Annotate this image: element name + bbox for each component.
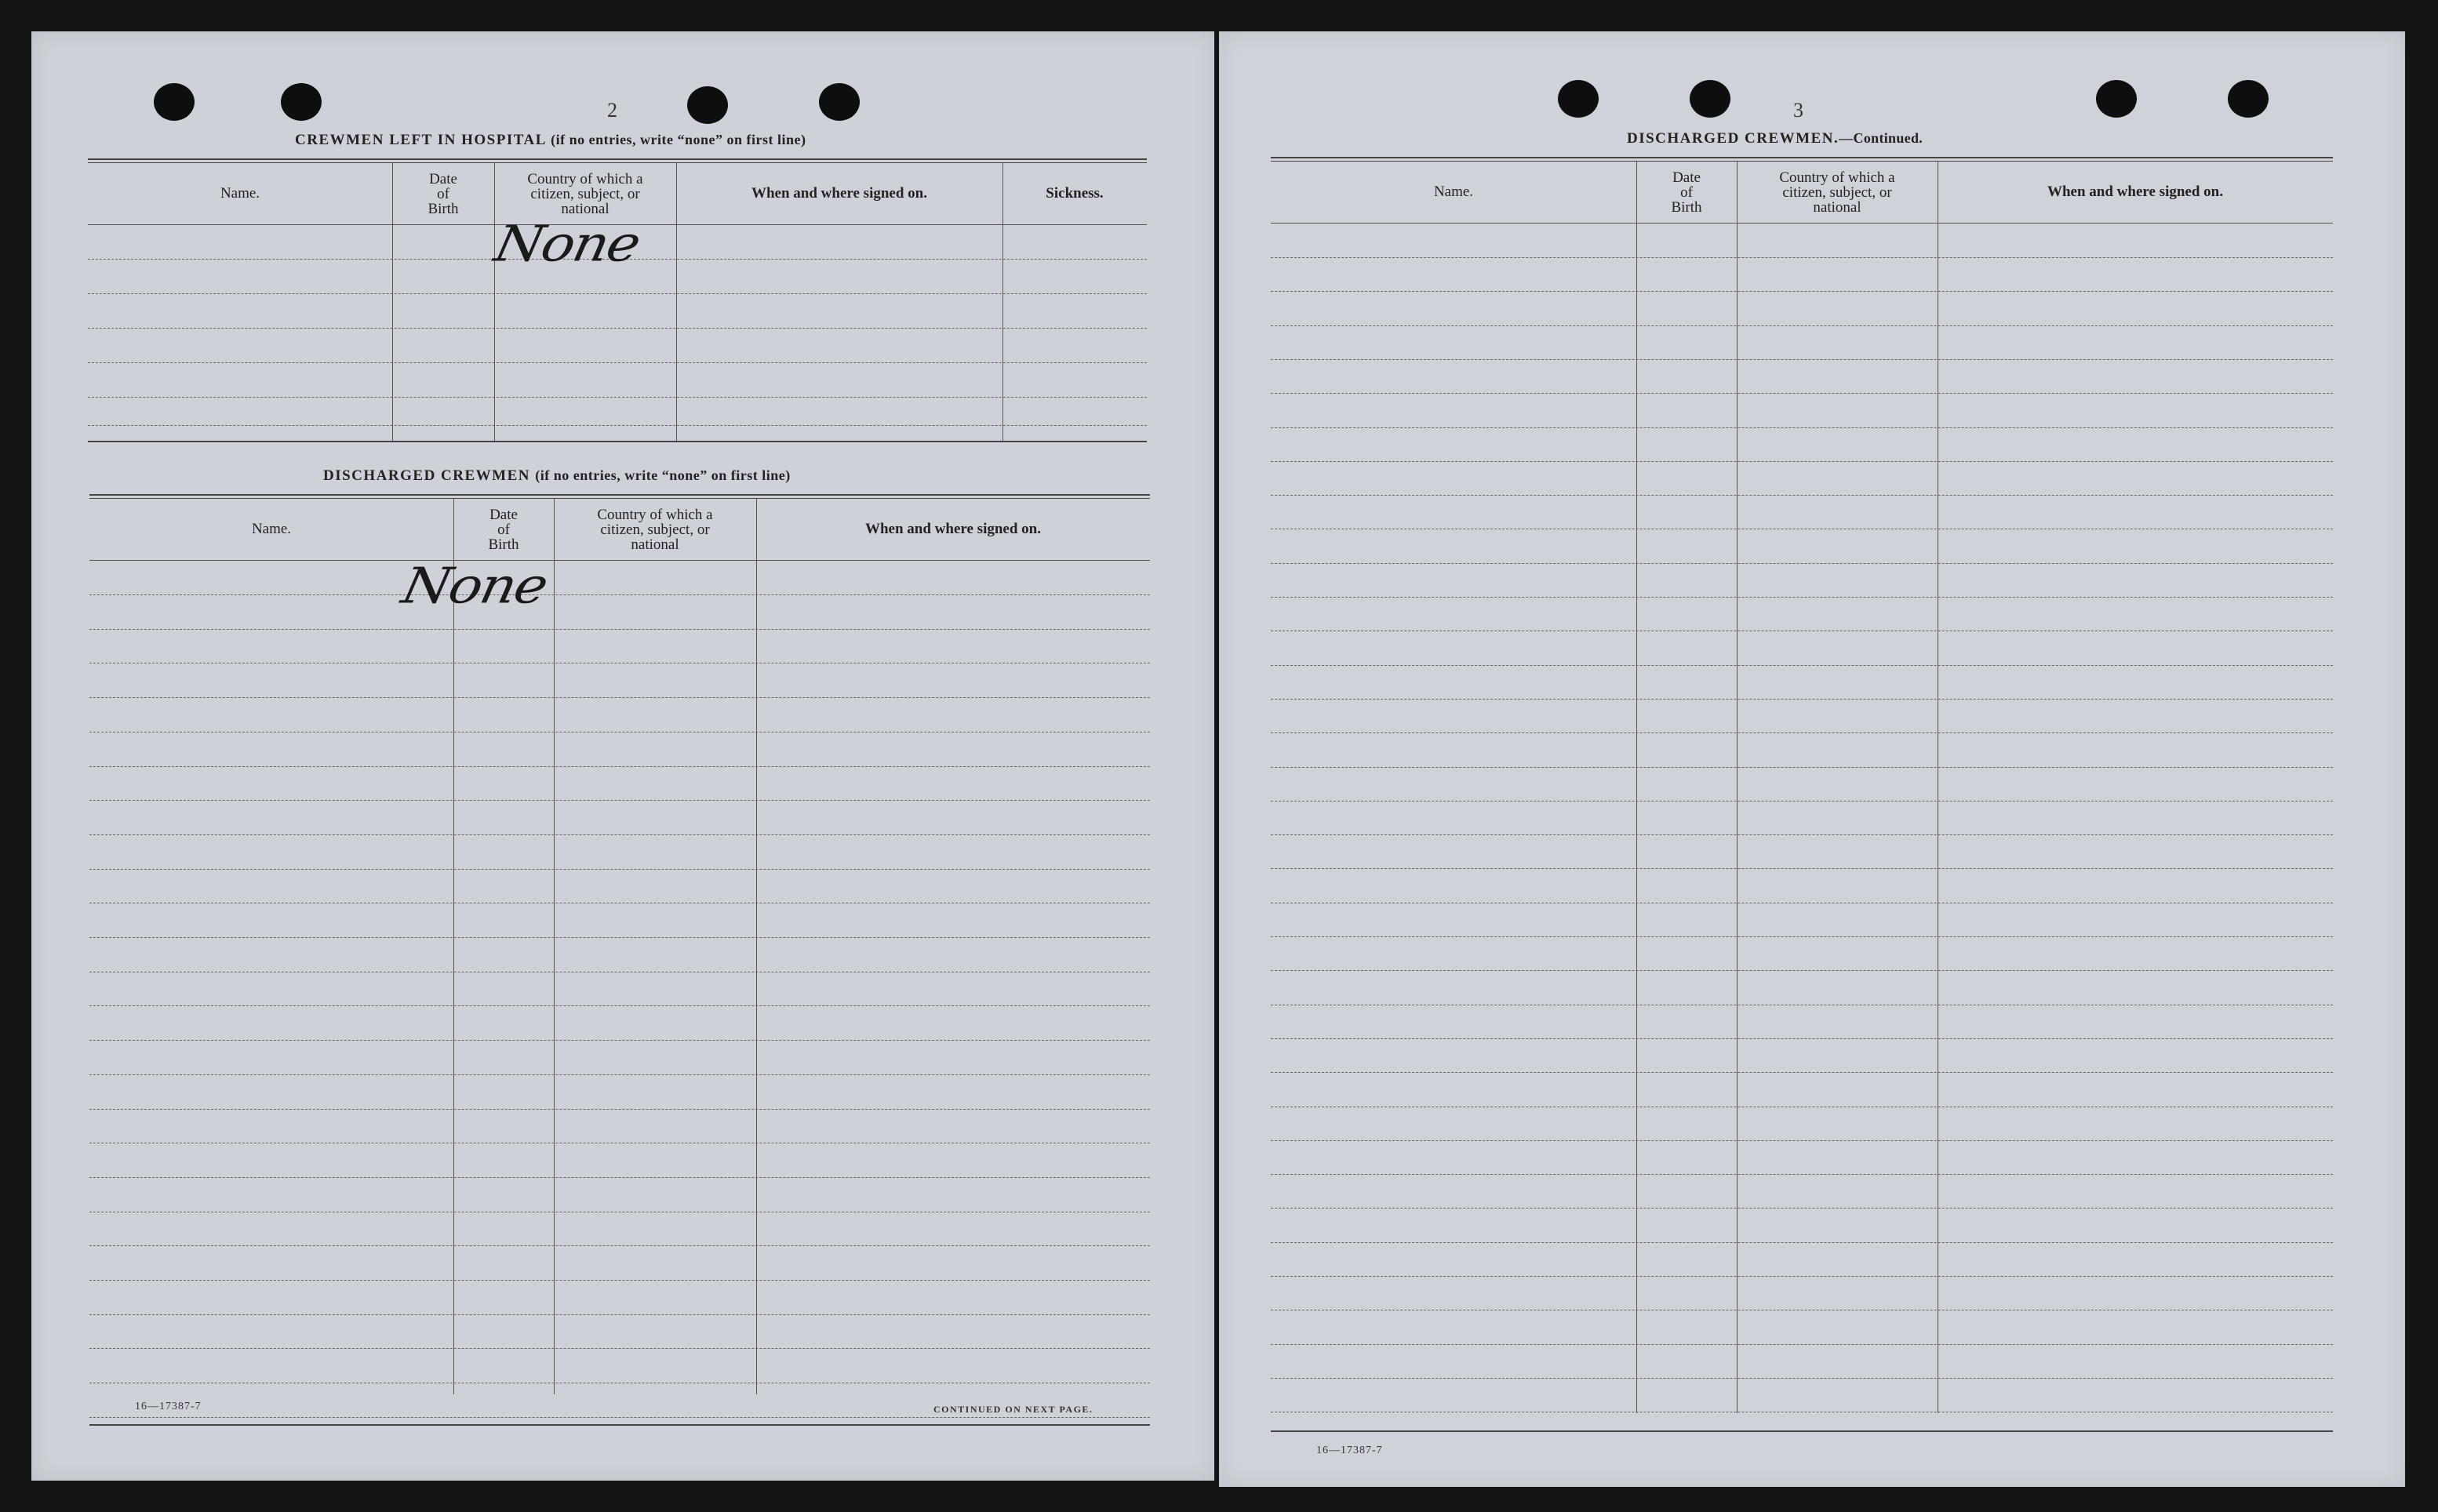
punch-hole (1690, 80, 1730, 118)
header-divider (1271, 223, 2333, 224)
entry-line (89, 629, 1150, 630)
country-line: citizen, subject, or (530, 185, 640, 202)
dob-line: of (497, 521, 510, 538)
entry-line (1271, 970, 2333, 971)
column-header-name: Name. (220, 185, 260, 202)
discharged-table (89, 494, 1150, 1435)
column-header-signed: When and where signed on. (751, 185, 927, 202)
column-header-country (554, 499, 756, 560)
entry-line (88, 328, 1147, 329)
page-number: 2 (607, 99, 617, 122)
entry-line (1271, 325, 2333, 326)
entry-line (89, 594, 1150, 595)
entry-line (1271, 495, 2333, 496)
right-page (1219, 31, 2405, 1487)
handwritten-entry: None (397, 557, 552, 615)
entry-line (1271, 767, 2333, 768)
entry-line (1271, 461, 2333, 462)
punch-hole (154, 83, 195, 121)
country-line: Country of which a (527, 170, 643, 187)
page-number: 3 (1793, 99, 1803, 122)
country-line: citizen, subject, or (600, 521, 710, 538)
entry-line (88, 293, 1147, 294)
column-header-signed: When and where signed on. (864, 521, 1041, 537)
column-header-dob (392, 163, 494, 224)
entry-line (1271, 359, 2333, 360)
punch-hole (819, 83, 860, 121)
entry-line (1271, 665, 2333, 666)
column-header-name: Name. (1433, 184, 1474, 200)
entry-line (1271, 1174, 2333, 1175)
punch-hole (2096, 80, 2137, 118)
table-bottom-rule (1271, 1430, 2333, 1432)
dob-line: Birth (428, 200, 459, 217)
country-line: citizen, subject, or (1782, 184, 1892, 201)
entry-line (89, 1280, 1150, 1281)
entry-line (1271, 291, 2333, 292)
hospital-title-note: (if no entries, write “none” on first line) (551, 132, 806, 147)
entry-line (1271, 1242, 2333, 1243)
entry-line (89, 800, 1150, 801)
punch-hole (2228, 80, 2269, 118)
right-title-continued: —Continued. (1839, 130, 1923, 146)
column-divider (554, 499, 555, 1394)
punch-hole (1558, 80, 1599, 118)
left-page (31, 31, 1214, 1481)
entry-line (89, 1348, 1150, 1349)
entry-line (1271, 699, 2333, 700)
dob-line: of (1680, 184, 1693, 201)
entry-line (1271, 563, 2333, 564)
column-divider (756, 499, 757, 1394)
handwritten-entry: None (489, 215, 645, 273)
country-line: national (1813, 198, 1861, 216)
entry-line (1271, 868, 2333, 869)
column-divider (1636, 162, 1637, 1413)
dob-line: Birth (488, 536, 519, 553)
entry-line (89, 834, 1150, 835)
column-header-name: Name. (251, 521, 292, 537)
form-number: 16—17387-7 (135, 1401, 202, 1412)
entry-line (89, 1040, 1150, 1041)
entry-line (89, 1109, 1150, 1110)
column-header-country (1737, 162, 1938, 223)
entry-line (1271, 597, 2333, 598)
entry-line (89, 1005, 1150, 1006)
dob-line: Date (489, 506, 518, 523)
country-line: Country of which a (1779, 169, 1895, 186)
punch-hole (281, 83, 322, 121)
entry-line (89, 869, 1150, 870)
dob-line: Birth (1671, 198, 1702, 216)
discharged-title-note: (if no entries, write “none” on first line) (535, 467, 791, 483)
hospital-title-text: CREWMEN LEFT IN HOSPITAL (295, 132, 546, 148)
hospital-section-title (295, 132, 806, 149)
column-header-dob (453, 499, 554, 560)
entry-line (1271, 427, 2333, 428)
entry-line (1271, 1378, 2333, 1379)
entry-line (1271, 1038, 2333, 1039)
dob-line: Date (1672, 169, 1701, 186)
country-line: national (561, 200, 610, 217)
discharged-title-text: DISCHARGED CREWMEN (323, 467, 530, 484)
hospital-table (88, 158, 1147, 472)
table-bottom-rule (88, 441, 1147, 442)
dob-line: of (437, 185, 449, 202)
entry-line (1271, 257, 2333, 258)
entry-line (89, 1314, 1150, 1315)
header-divider (89, 560, 1150, 561)
entry-line (89, 697, 1150, 698)
column-divider (1737, 162, 1738, 1413)
entry-line (1271, 1140, 2333, 1141)
entry-line (1271, 1208, 2333, 1209)
entry-line (89, 1417, 1150, 1418)
entry-line (89, 937, 1150, 938)
country-line: Country of which a (597, 506, 713, 523)
entry-line (89, 1177, 1150, 1178)
entry-line (1271, 393, 2333, 394)
right-title-text: DISCHARGED CREWMEN. (1627, 130, 1839, 147)
column-divider (453, 499, 454, 1394)
punch-hole (687, 86, 728, 124)
entry-line (89, 766, 1150, 767)
column-header-signed: When and where signed on. (2047, 184, 2223, 200)
entry-line (88, 397, 1147, 398)
table-bottom-rule (89, 1424, 1150, 1426)
continued-note: CONTINUED ON NEXT PAGE. (933, 1404, 1093, 1415)
entry-line (89, 1245, 1150, 1246)
entry-line (1271, 732, 2333, 733)
column-header-dob (1636, 162, 1737, 223)
entry-line (88, 362, 1147, 363)
form-number: 16—17387-7 (1316, 1445, 1383, 1456)
right-discharged-table (1271, 157, 2333, 1443)
entry-line (1271, 936, 2333, 937)
discharged-section-title (323, 467, 791, 485)
column-header-sickness: Sickness. (1046, 185, 1104, 202)
country-line: national (631, 536, 679, 553)
entry-line (89, 1074, 1150, 1075)
dob-line: Date (429, 170, 457, 187)
entry-line (1271, 834, 2333, 835)
entry-line (88, 425, 1147, 426)
entry-line (1271, 1276, 2333, 1277)
entry-line (1271, 1072, 2333, 1073)
right-section-title (1627, 130, 1923, 147)
entry-line (1271, 1344, 2333, 1345)
